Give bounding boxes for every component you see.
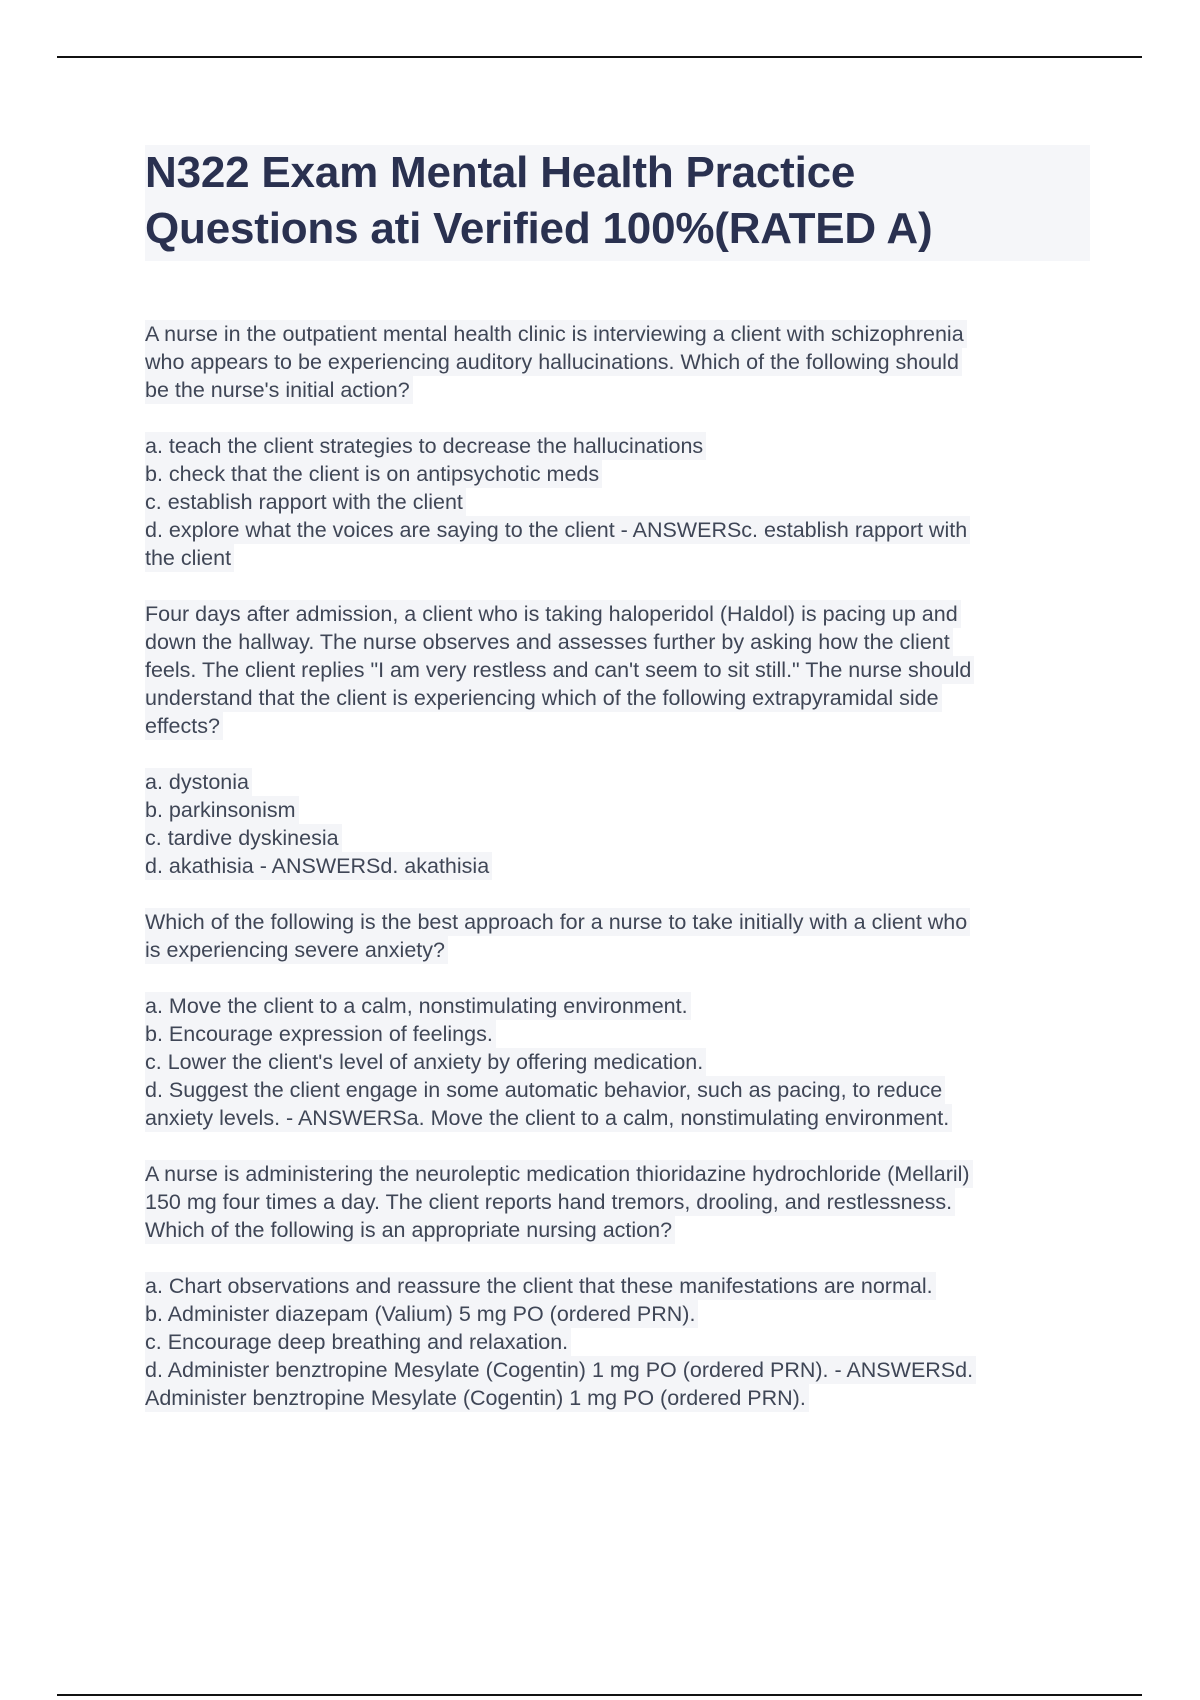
- option-line: a. dystonia: [145, 768, 252, 796]
- answer-options: [145, 1272, 1090, 1412]
- option-line: c. Lower the client's level of anxiety by offering medication.: [145, 1048, 706, 1076]
- question-3: [145, 908, 1090, 1132]
- question-4: [145, 1160, 1090, 1412]
- question-stem: [145, 908, 1090, 964]
- answer-options: [145, 992, 1090, 1132]
- question-stem: [145, 600, 1090, 740]
- stem-line: 150 mg four times a day. The client reports hand tremors, drooling, and restlessness.: [145, 1188, 955, 1216]
- question-stem: [145, 1160, 1090, 1244]
- stem-line: understand that the client is experiencing which of the following extrapyramidal side: [145, 684, 942, 712]
- page-content: [145, 145, 1090, 1440]
- bottom-rule: [57, 1694, 1142, 1696]
- question-2: [145, 600, 1090, 880]
- question-list: [145, 320, 1090, 1412]
- option-line: a. teach the client strategies to decrease the hallucinations: [145, 432, 706, 460]
- title-line: N322 Exam Mental Health Practice: [145, 148, 856, 197]
- stem-line: Which of the following is an appropriate nursing action?: [145, 1216, 675, 1244]
- option-line: anxiety levels. - ANSWERSa. Move the client to a calm, nonstimulating environment.: [145, 1104, 952, 1132]
- top-rule: [57, 56, 1142, 58]
- title-line: Questions ati Verified 100%(RATED A): [145, 204, 933, 253]
- stem-line: down the hallway. The nurse observes and assesses further by asking how the client: [145, 628, 953, 656]
- option-line: b. check that the client is on antipsychotic meds: [145, 460, 602, 488]
- stem-line: Which of the following is the best approach for a nurse to take initially with a client who: [145, 908, 970, 936]
- stem-line: Four days after admission, a client who is taking haloperidol (Haldol) is pacing up and: [145, 600, 961, 628]
- option-line: d. Administer benztropine Mesylate (Cogentin) 1 mg PO (ordered PRN). - ANSWERSd.: [145, 1356, 976, 1384]
- stem-line: A nurse in the outpatient mental health clinic is interviewing a client with schizophrenia: [145, 320, 967, 348]
- option-line: c. Encourage deep breathing and relaxation.: [145, 1328, 571, 1356]
- stem-line: is experiencing severe anxiety?: [145, 936, 448, 964]
- question-1: [145, 320, 1090, 572]
- stem-line: be the nurse's initial action?: [145, 376, 413, 404]
- option-line: b. parkinsonism: [145, 796, 299, 824]
- answer-options: [145, 768, 1090, 880]
- option-line: d. explore what the voices are saying to the client - ANSWERSc. establish rapport with: [145, 516, 970, 544]
- stem-line: effects?: [145, 712, 223, 740]
- stem-line: who appears to be experiencing auditory hallucinations. Which of the following should: [145, 348, 962, 376]
- option-line: c. establish rapport with the client: [145, 488, 466, 516]
- option-line: the client: [145, 544, 234, 572]
- stem-line: A nurse is administering the neuroleptic medication thioridazine hydrochloride (Mellaril): [145, 1160, 973, 1188]
- option-line: Administer benztropine Mesylate (Cogentin) 1 mg PO (ordered PRN).: [145, 1384, 809, 1412]
- option-line: d. Suggest the client engage in some automatic behavior, such as pacing, to reduce: [145, 1076, 945, 1104]
- page-title: [145, 145, 1086, 257]
- stem-line: feels. The client replies "I am very restless and can't seem to sit still." The nurse should: [145, 656, 974, 684]
- option-line: a. Chart observations and reassure the client that these manifestations are normal.: [145, 1272, 936, 1300]
- option-line: b. Administer diazepam (Valium) 5 mg PO (ordered PRN).: [145, 1300, 698, 1328]
- answer-options: [145, 432, 1090, 572]
- title-block: [145, 145, 1090, 261]
- question-stem: [145, 320, 1090, 404]
- option-line: b. Encourage expression of feelings.: [145, 1020, 496, 1048]
- option-line: d. akathisia - ANSWERSd. akathisia: [145, 852, 492, 880]
- option-line: c. tardive dyskinesia: [145, 824, 342, 852]
- option-line: a. Move the client to a calm, nonstimulating environment.: [145, 992, 691, 1020]
